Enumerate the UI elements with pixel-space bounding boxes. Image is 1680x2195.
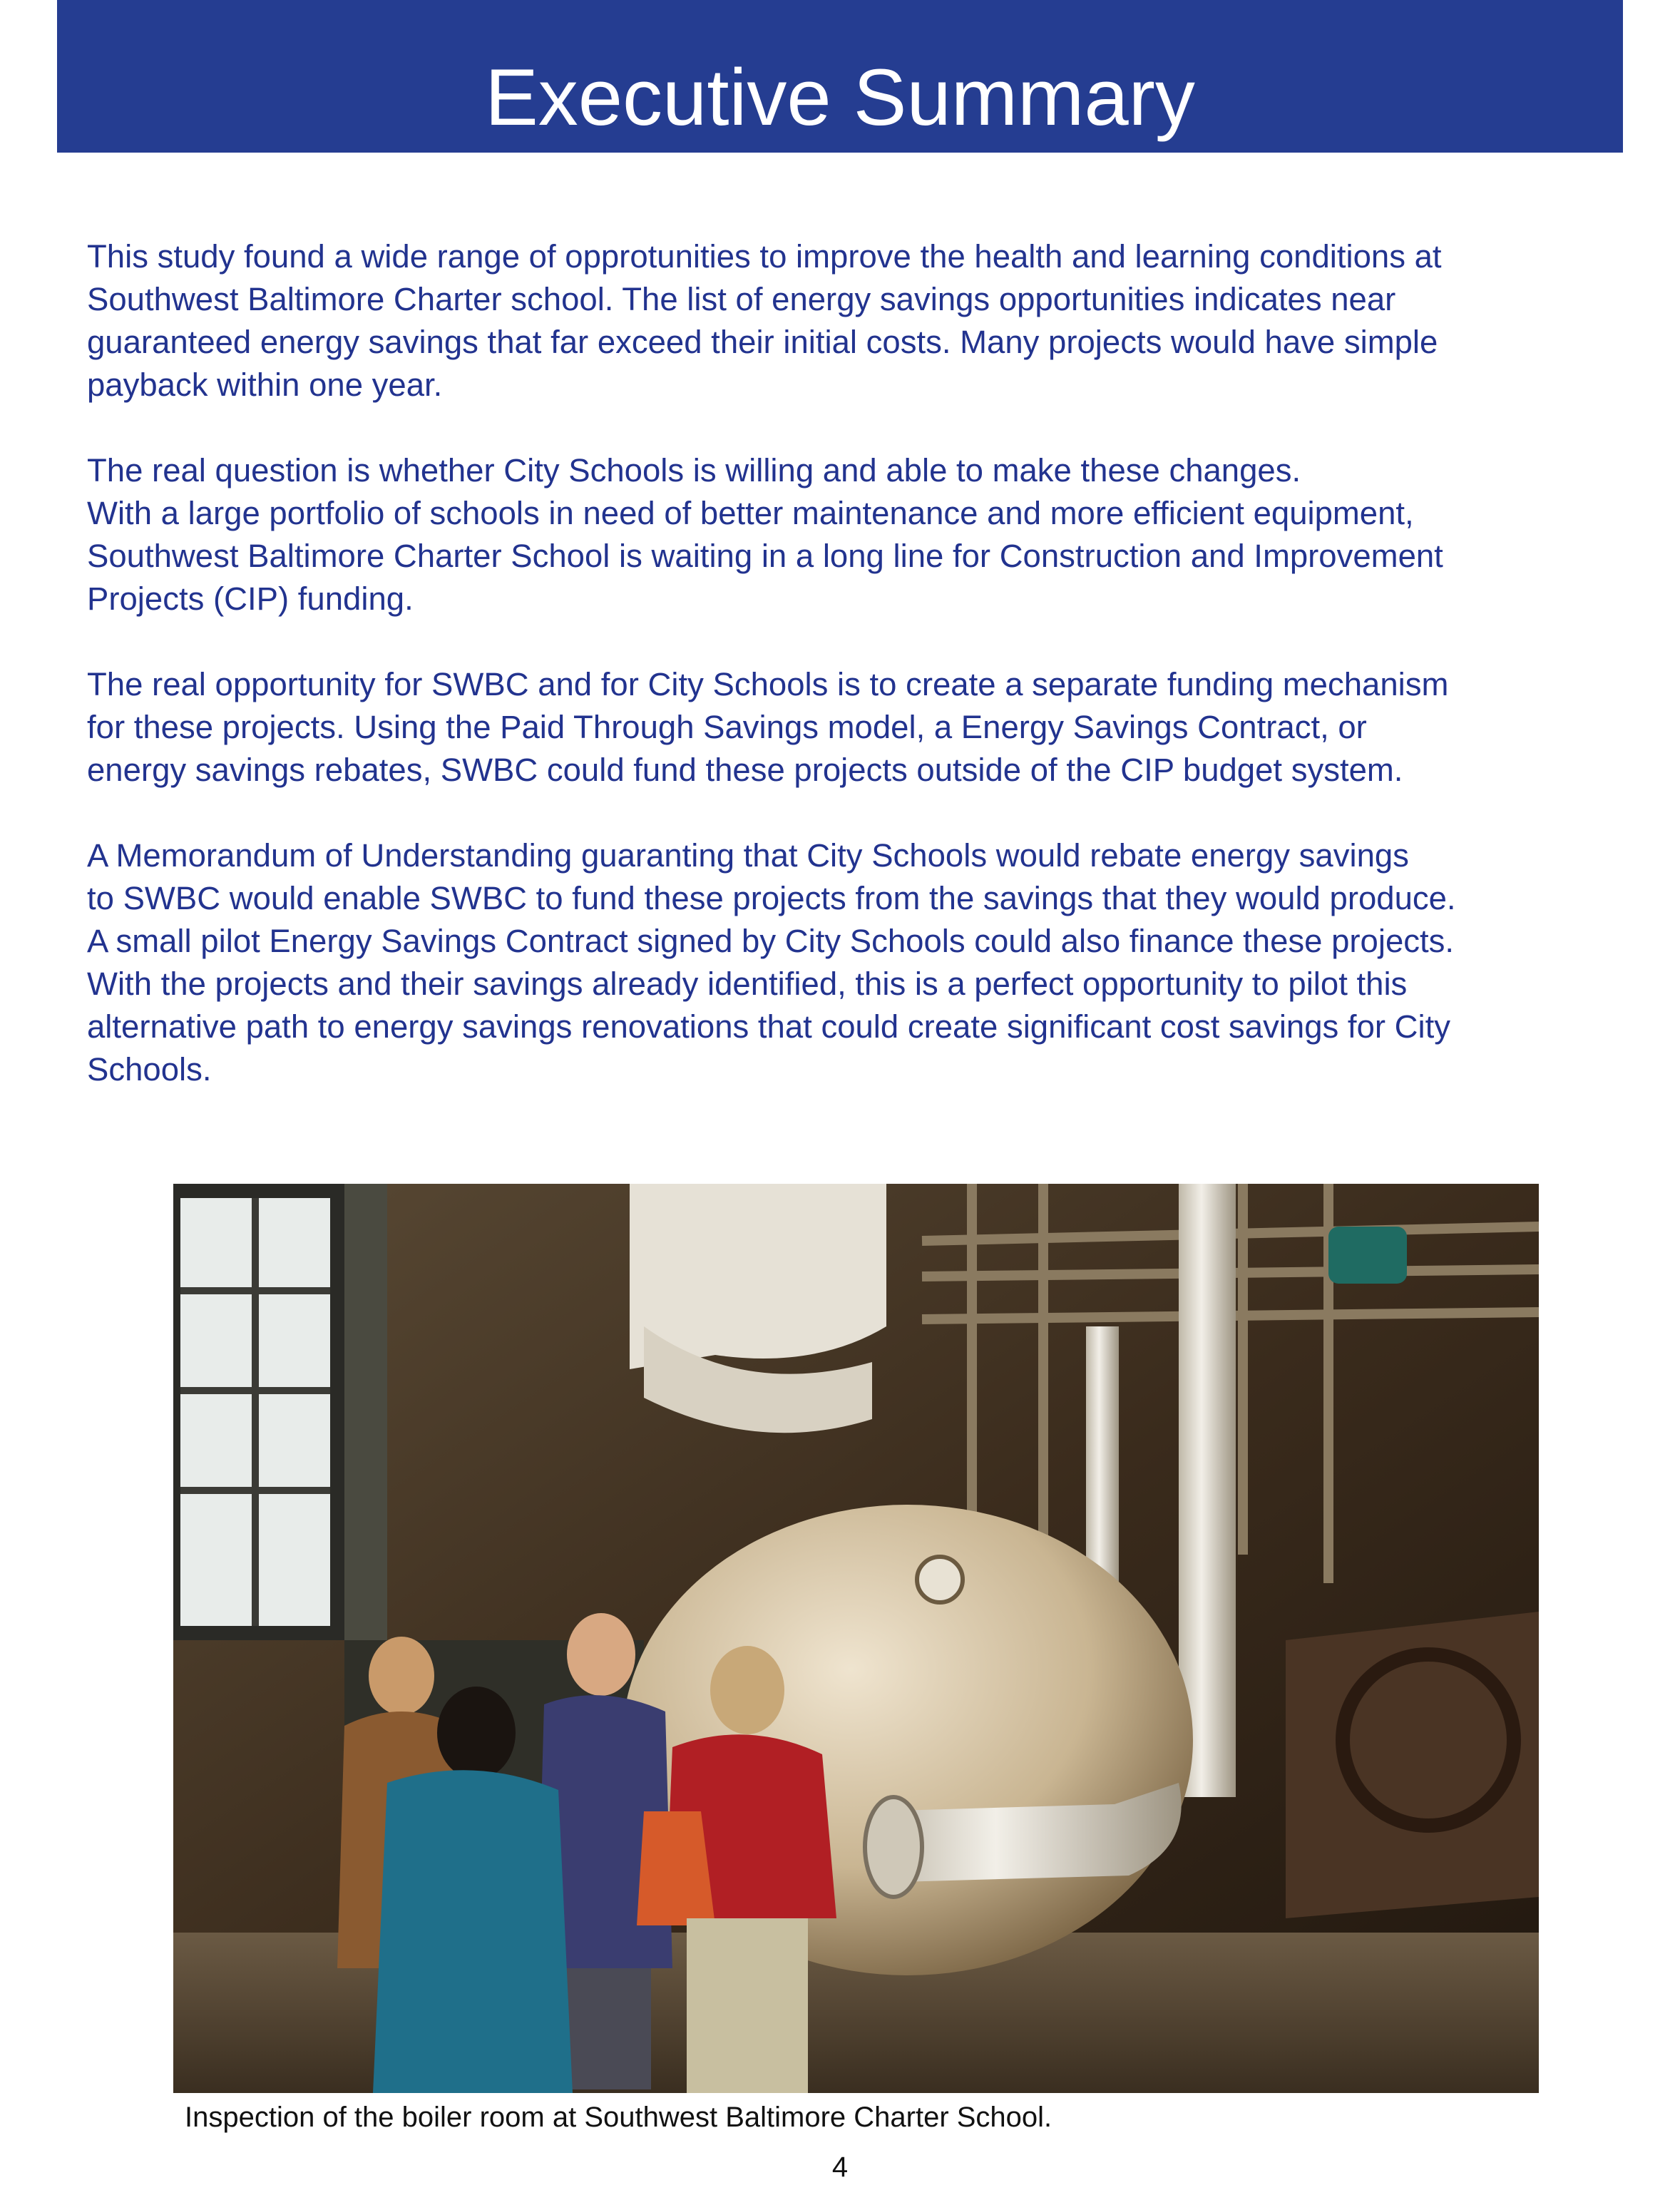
- page-number: 4: [831, 2151, 849, 2183]
- paragraph-1: This study found a wide range of opprotunities to improve the health and learning conditions at Southwest Baltimore Charter school. The list of energy savings opportunities indicates near guaranteed energy savings that far exceed their initial costs. Many projects would have simple payback within one year.: [87, 238, 1442, 403]
- paragraph-3: The real opportunity for SWBC and for City Schools is to create a separate funding mechanism for these projects. Using the Paid Through Savings model, a Energy Savings Contract, or energy savings rebates, SWBC could fund these projects outside of the CIP budget system.: [87, 666, 1449, 788]
- executive-summary-body: [87, 235, 1627, 1134]
- page-title: Executive Summary: [485, 53, 1195, 142]
- paragraph-2: The real question is whether City Schools is willing and able to make these changes. With a large portfolio of schools in need of better maintenance and more efficient equipment, Southwest Baltimore Charter School is waiting in a long line for Construction and Improvement Projects (CIP) funding.: [87, 452, 1443, 617]
- photo-caption: Inspection of the boiler room at Southwest Baltimore Charter School.: [185, 2102, 1052, 2133]
- boiler-room-photo: [173, 1184, 1539, 2093]
- header-bar: [57, 0, 1623, 153]
- paragraph-4: A Memorandum of Understanding guaranting that City Schools would rebate energy savings to SWBC would enable SWBC to fund these projects from the savings that they would produce. A small pilot Energy Savings Contract signed by City Schools could also finance these projects. With the projects and their savings already identified, this is a perfect opportunity to pilot this alternative path to energy savings renovations that could create significant cost savings for City Schools.: [87, 837, 1456, 1088]
